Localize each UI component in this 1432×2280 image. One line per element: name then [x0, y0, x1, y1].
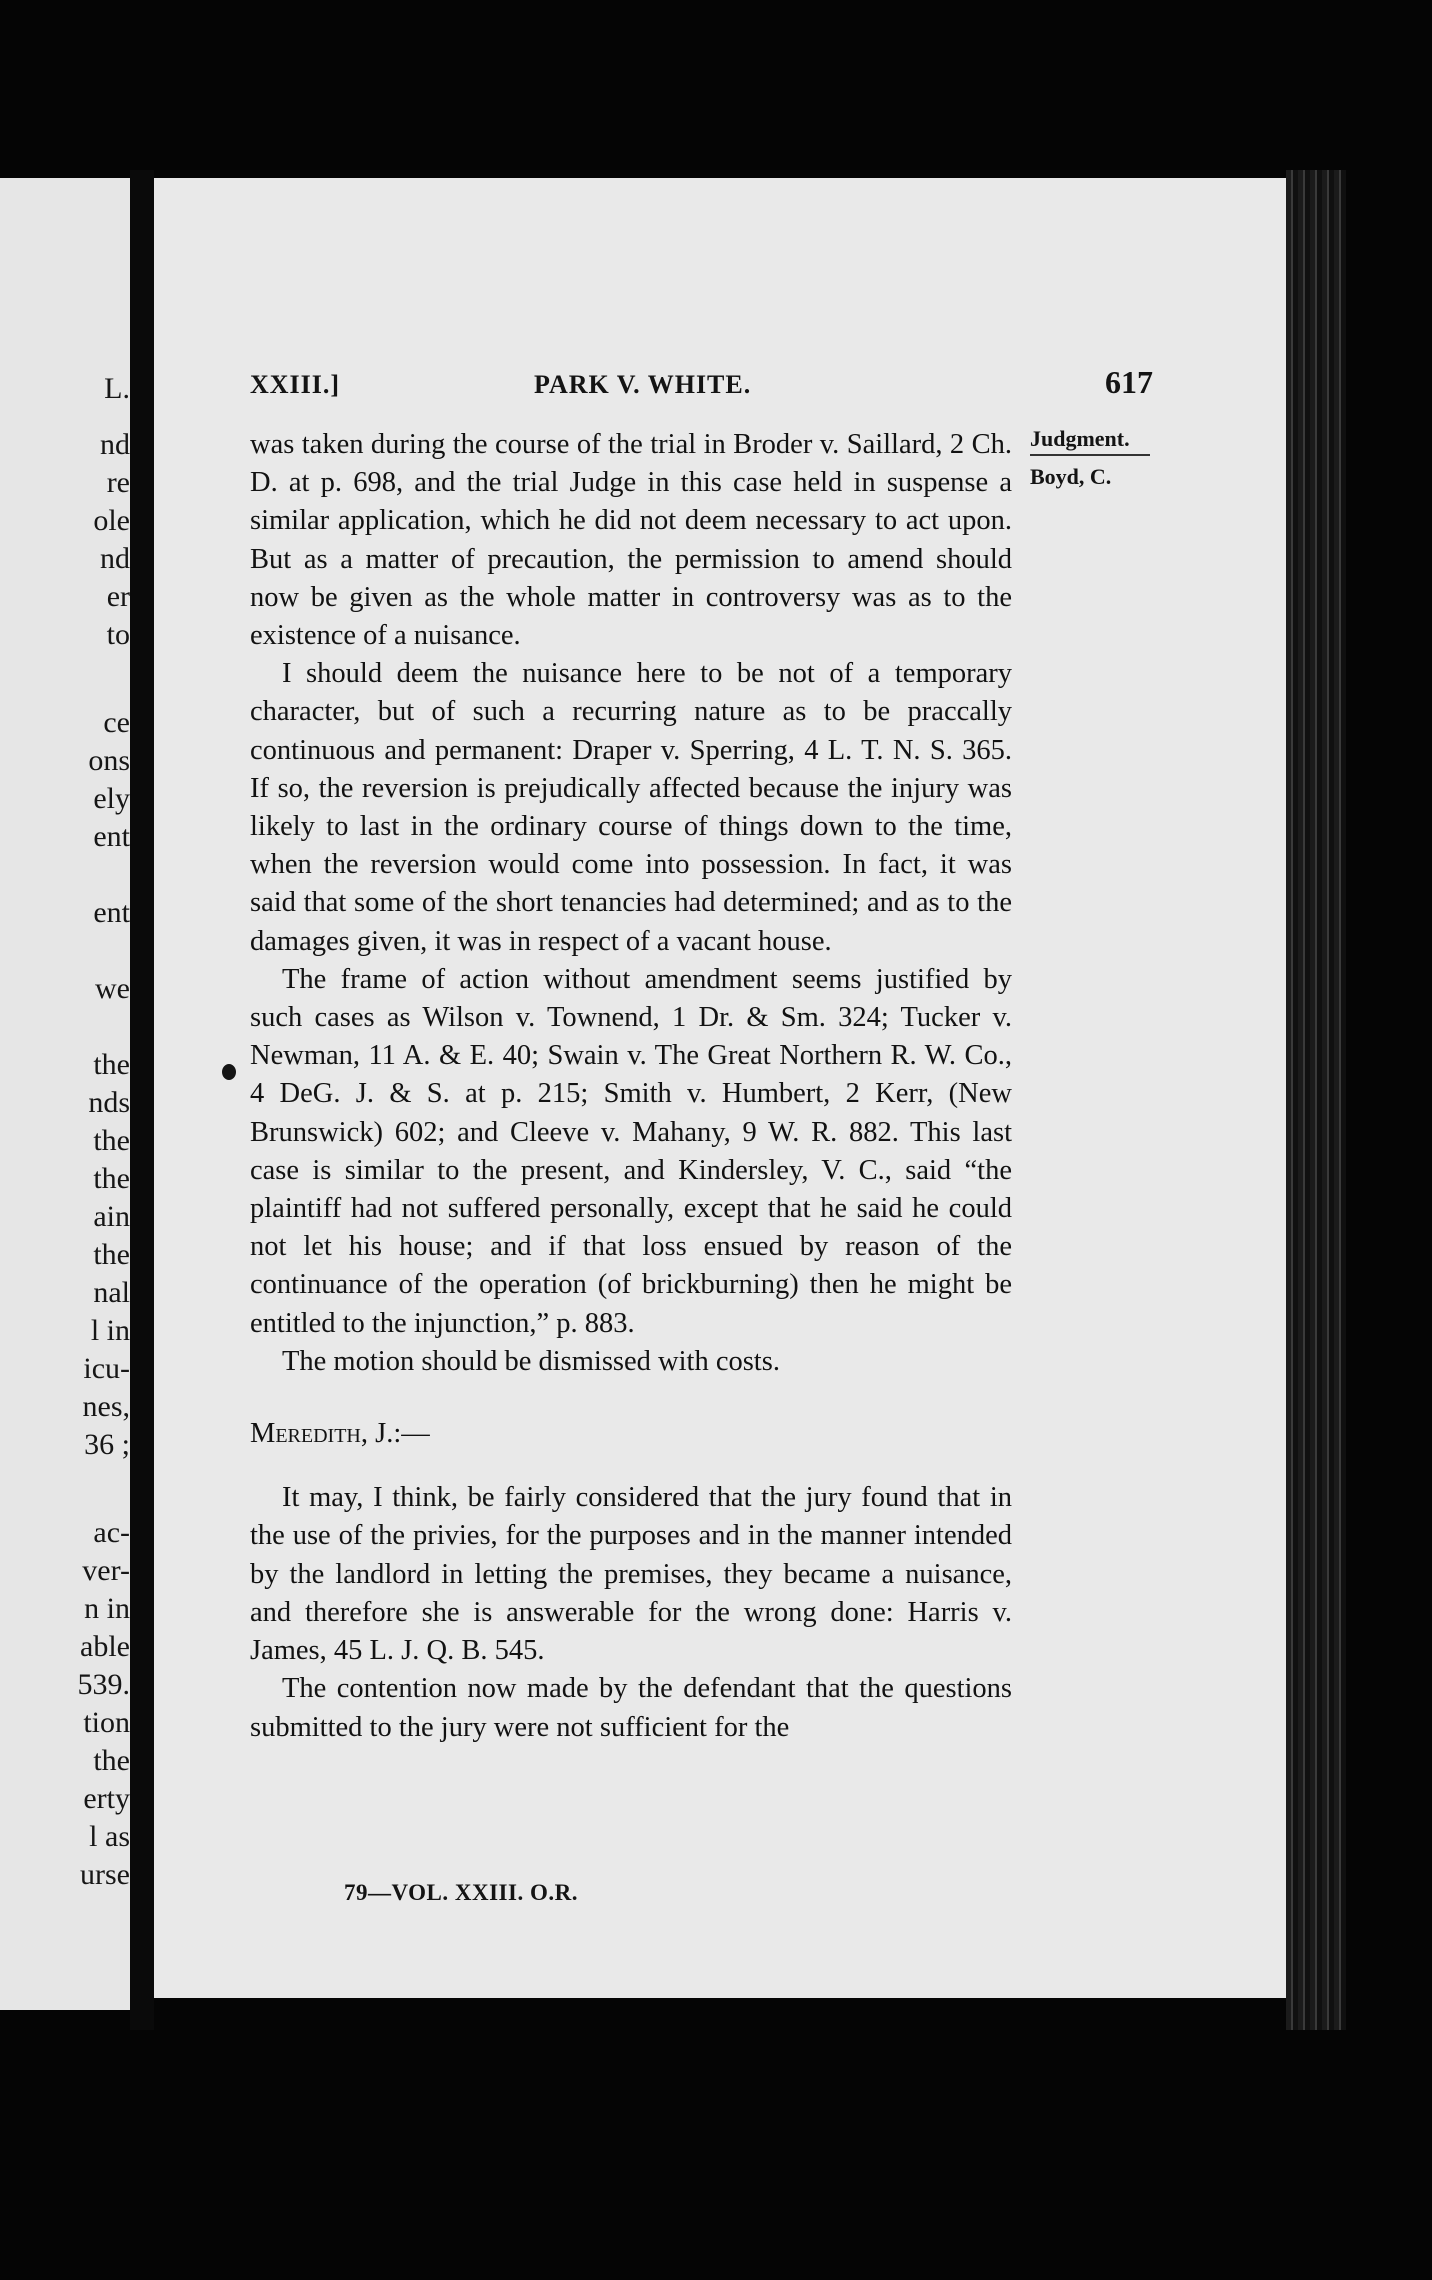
margin-note-judge: Boyd, C.	[1030, 464, 1112, 489]
facing-page-line: L.	[104, 372, 130, 405]
signature-mark: 79—VOL. XXIII. O.R.	[344, 1880, 578, 1905]
page-edges	[1286, 170, 1346, 2030]
facing-page-line: the	[93, 1124, 130, 1157]
facing-page-line: n in	[84, 1592, 130, 1625]
facing-page-line: nal	[93, 1276, 130, 1309]
paragraph-1: was taken during the course of the trial in Broder v. Saillard, 2 Ch. D. at p. 698, and the trial Judge in this case held in suspense a similar application, which he did not deem necessary to act upon. But as a matter of precaution, the permission to amend should now be given as the whole matter in controversy was as to the existence of a nuisance.	[250, 429, 1012, 652]
facing-page-line: er	[106, 580, 130, 613]
facing-page-line: l as	[89, 1820, 130, 1853]
running-volume: XXIII.]	[250, 370, 341, 399]
page-gutter	[130, 170, 154, 2030]
margin-note	[1030, 426, 1150, 490]
facing-page-line: nd	[100, 428, 130, 461]
facing-page-line: nd	[100, 542, 130, 575]
facing-page-line: icu-	[83, 1352, 130, 1385]
facing-page-line: ent	[93, 896, 130, 929]
running-header	[250, 364, 1153, 406]
speaker-heading: Meredith, J.:—	[250, 1418, 430, 1450]
facing-page-line: ce	[103, 706, 130, 739]
facing-page-line: erty	[83, 1782, 130, 1815]
facing-page-line: able	[80, 1630, 130, 1663]
facing-page-line: the	[93, 1048, 130, 1081]
body-text	[250, 426, 1012, 1747]
facing-page-line: ons	[88, 744, 130, 777]
paragraph-2: I should deem the nuisance here to be not of a temporary character, but of such a recurring nature as to be praccally continuous and permanent: Draper v. Sperring, 4 L. T. N. S. 365. If so, the reversion is prejudically affected because the injury was likely to last in the ordinary course of things down to the time, when the reversion would come into possession. In fact, it was said that some of the short tenancies had determined; and as to the damages given, it was in respect of a vacant house.	[250, 658, 1012, 957]
facing-page-line: 36 ;	[84, 1428, 130, 1461]
facing-page-line: ain	[93, 1200, 130, 1233]
facing-page-line: l in	[90, 1314, 130, 1347]
paragraph-5: It may, I think, be fairly considered that the jury found that in the use of the privies, for the purposes and in the manner intended by the landlord in letting the premises, they became a nuisance, and therefore she is answerable for the wrong done: Harris v. James, 45 L. J. Q. B. 545.	[250, 1482, 1012, 1667]
page-number: 617	[1105, 364, 1153, 400]
paragraph-6: The contention now made by the defendant that the questions submitted to the jury were not sufficient for the	[250, 1673, 1012, 1743]
facing-page-line: re	[106, 466, 130, 499]
margin-note-heading: Judgment.	[1030, 426, 1150, 456]
facing-page-line: ely	[93, 782, 130, 815]
running-title: PARK V. WHITE.	[534, 370, 752, 399]
facing-page-line: tion	[83, 1706, 130, 1739]
facing-page-fragment	[0, 178, 130, 2010]
facing-page-line: ver-	[82, 1554, 130, 1587]
facing-page-line: ent	[93, 820, 130, 853]
facing-page-line: 539.	[77, 1668, 130, 1701]
ink-blot	[222, 1064, 236, 1080]
facing-page-line: the	[93, 1162, 130, 1195]
facing-page-line: to	[106, 618, 130, 651]
facing-page-line: ac-	[93, 1516, 130, 1549]
paragraph-3: The frame of action without amendment seems justified by such cases as Wilson v. Townend, 1 Dr. & Sm. 324; Tucker v. Newman, 11 A. & E. 40; Swain v. The Great Northern R. W. Co., 4 DeG. J. & S. at p. 215; Smith v. Humbert, 2 Kerr, (New Brunswick) 602; and Cleeve v. Mahany, 9 W. R. 882. This last case is similar to the present, and Kindersley, V. C., said “the plaintiff had not suffered personally, except that he said he could not let his house; and if that loss ensued by reason of the continuance of the operation (of brickburning) then he might be entitled to the injunction,” p. 883.	[250, 963, 1012, 1339]
facing-page-line: urse	[80, 1858, 130, 1891]
facing-page-line: the	[93, 1238, 130, 1271]
facing-page-line: nes,	[82, 1390, 130, 1423]
facing-page-line: ole	[93, 504, 130, 537]
facing-page-line: we	[95, 972, 130, 1005]
facing-page-line: nds	[88, 1086, 130, 1119]
paragraph-4: The motion should be dismissed with costs.	[282, 1345, 780, 1377]
facing-page-line: the	[93, 1744, 130, 1777]
